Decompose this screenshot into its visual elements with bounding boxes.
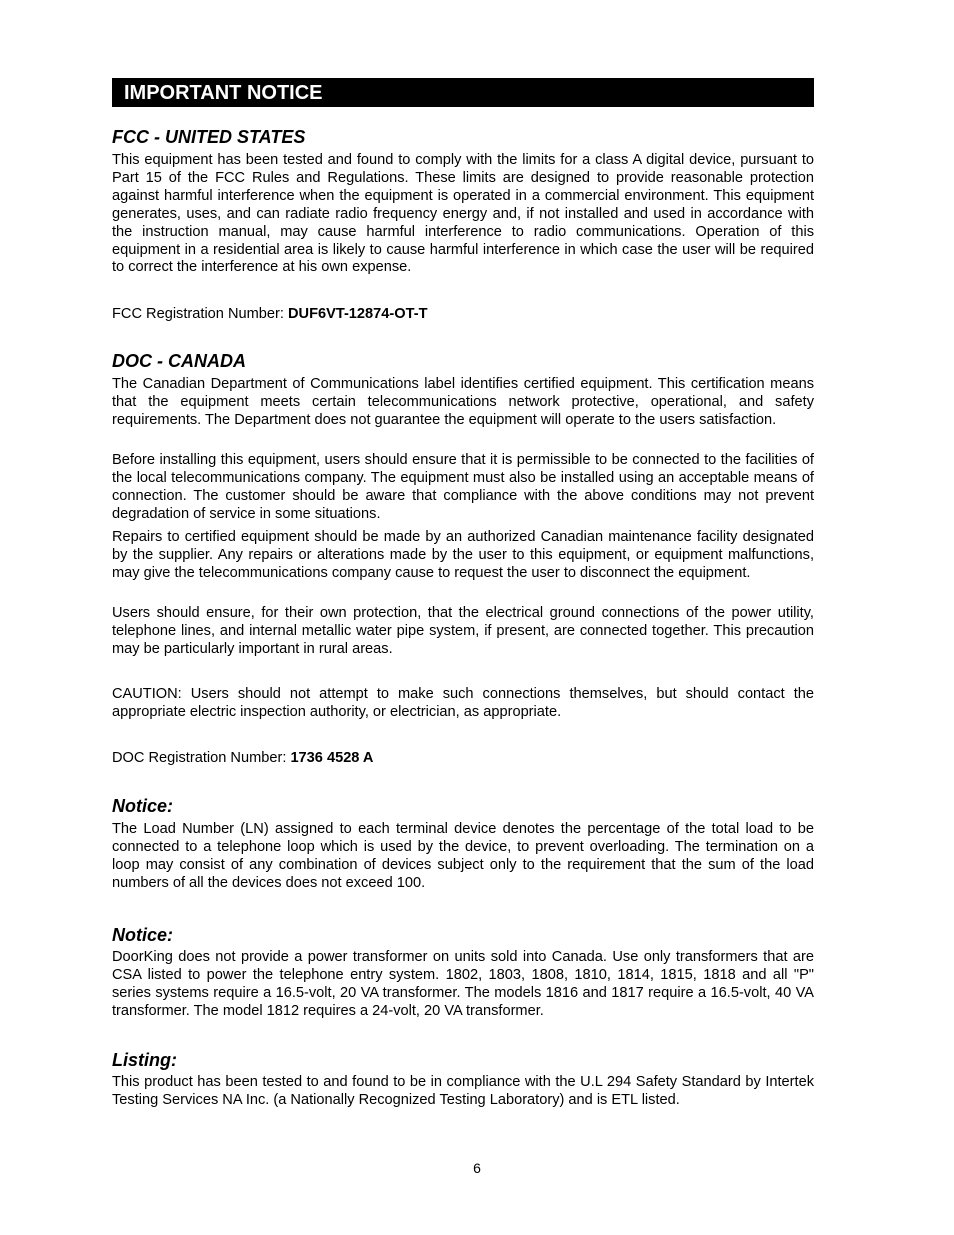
notice-paragraph-1: The Load Number (LN) assigned to each terminal device denotes the percentage of the total load to be connected to a telephone loop which is used by the device, to prevent overloading. The termination on a loop may consist of any combination of devices subject only to the requirement that the sum of the load numbers of all the devices does not exceed 100. [112, 821, 814, 891]
notice-heading-2: Notice: [112, 925, 174, 945]
doc-paragraph-1: The Canadian Department of Communications label identifies certified equipment. This certification means that the equipment meets certain telecommunications network protective, operational, and safety requirements. The Department does not guarantee the equipment will operate to the users satisfaction. [112, 376, 814, 428]
fcc-registration [112, 305, 814, 323]
fcc-paragraph: This equipment has been tested and found to comply with the limits for a class A digital device, pursuant to Part 15 of the FCC Rules and Regulations. These limits are designed to provide reasonable protection against harmful interference when the equipment is operated in a commercial environment. This equipment generates, uses, and can radiate radio frequency energy and, if not installed and used in accordance with the instruction manual, may cause harmful interference to radio communications. Operation of this equipment in a residential area is likely to cause harmful interference in which case the user will be required to correct the interference at his own expense. [112, 152, 814, 276]
fcc-registration-number: DUF6VT-12874-OT-T [288, 306, 428, 322]
listing-heading: Listing: [112, 1050, 177, 1070]
doc-heading: DOC - CANADA [112, 351, 246, 371]
fcc-heading: FCC - UNITED STATES [112, 127, 306, 147]
fcc-registration-label: FCC Registration Number: [112, 306, 288, 322]
important-notice-banner: IMPORTANT NOTICE [112, 78, 814, 107]
doc-registration [112, 749, 814, 767]
doc-paragraph-4: Users should ensure, for their own protection, that the electrical ground connections of the power utility, telephone lines, and internal metallic water pipe system, if present, are connected together. This precaution may be particularly important in rural areas. [112, 605, 814, 657]
notice-paragraph-2: DoorKing does not provide a power transformer on units sold into Canada. Use only transformers that are CSA listed to power the telephone entry system. 1802, 1803, 1808, 1810, 1814, 1815, 1818 and all "P" series systems require a 16.5-volt, 20 VA transformer. The models 1816 and 1817 require a 16.5-volt, 40 VA transformer. The model 1812 requires a 24-volt, 20 VA transformer. [112, 949, 814, 1019]
page-number: 6 [473, 1160, 481, 1176]
doc-paragraph-3: Repairs to certified equipment should be made by an authorized Canadian maintenance facility designated by the supplier. Any repairs or alterations made by the user to this equipment, or equipment malfunctions, may give the telecommunications company cause to request the user to disconnect the equipment. [112, 529, 814, 581]
doc-caution: CAUTION: Users should not attempt to make such connections themselves, but should contact the appropriate electric inspection authority, or electrician, as appropriate. [112, 686, 814, 720]
doc-registration-number: 1736 4528 A [290, 750, 374, 766]
doc-paragraph-2: Before installing this equipment, users should ensure that it is permissible to be connected to the facilities of the local telecommunications company. The equipment must also be installed using an acceptable means of connection. The customer should be aware that compliance with the above conditions may not prevent degradation of service in some situations. [112, 452, 814, 522]
notice-heading-1: Notice: [112, 796, 174, 816]
doc-registration-label: DOC Registration Number: [112, 750, 291, 766]
listing-paragraph: This product has been tested to and found to be in compliance with the U.L 294 Safety Standard by Intertek Testing Services NA Inc. (a Nationally Recognized Testing Laboratory) and is ETL listed. [112, 1074, 814, 1108]
